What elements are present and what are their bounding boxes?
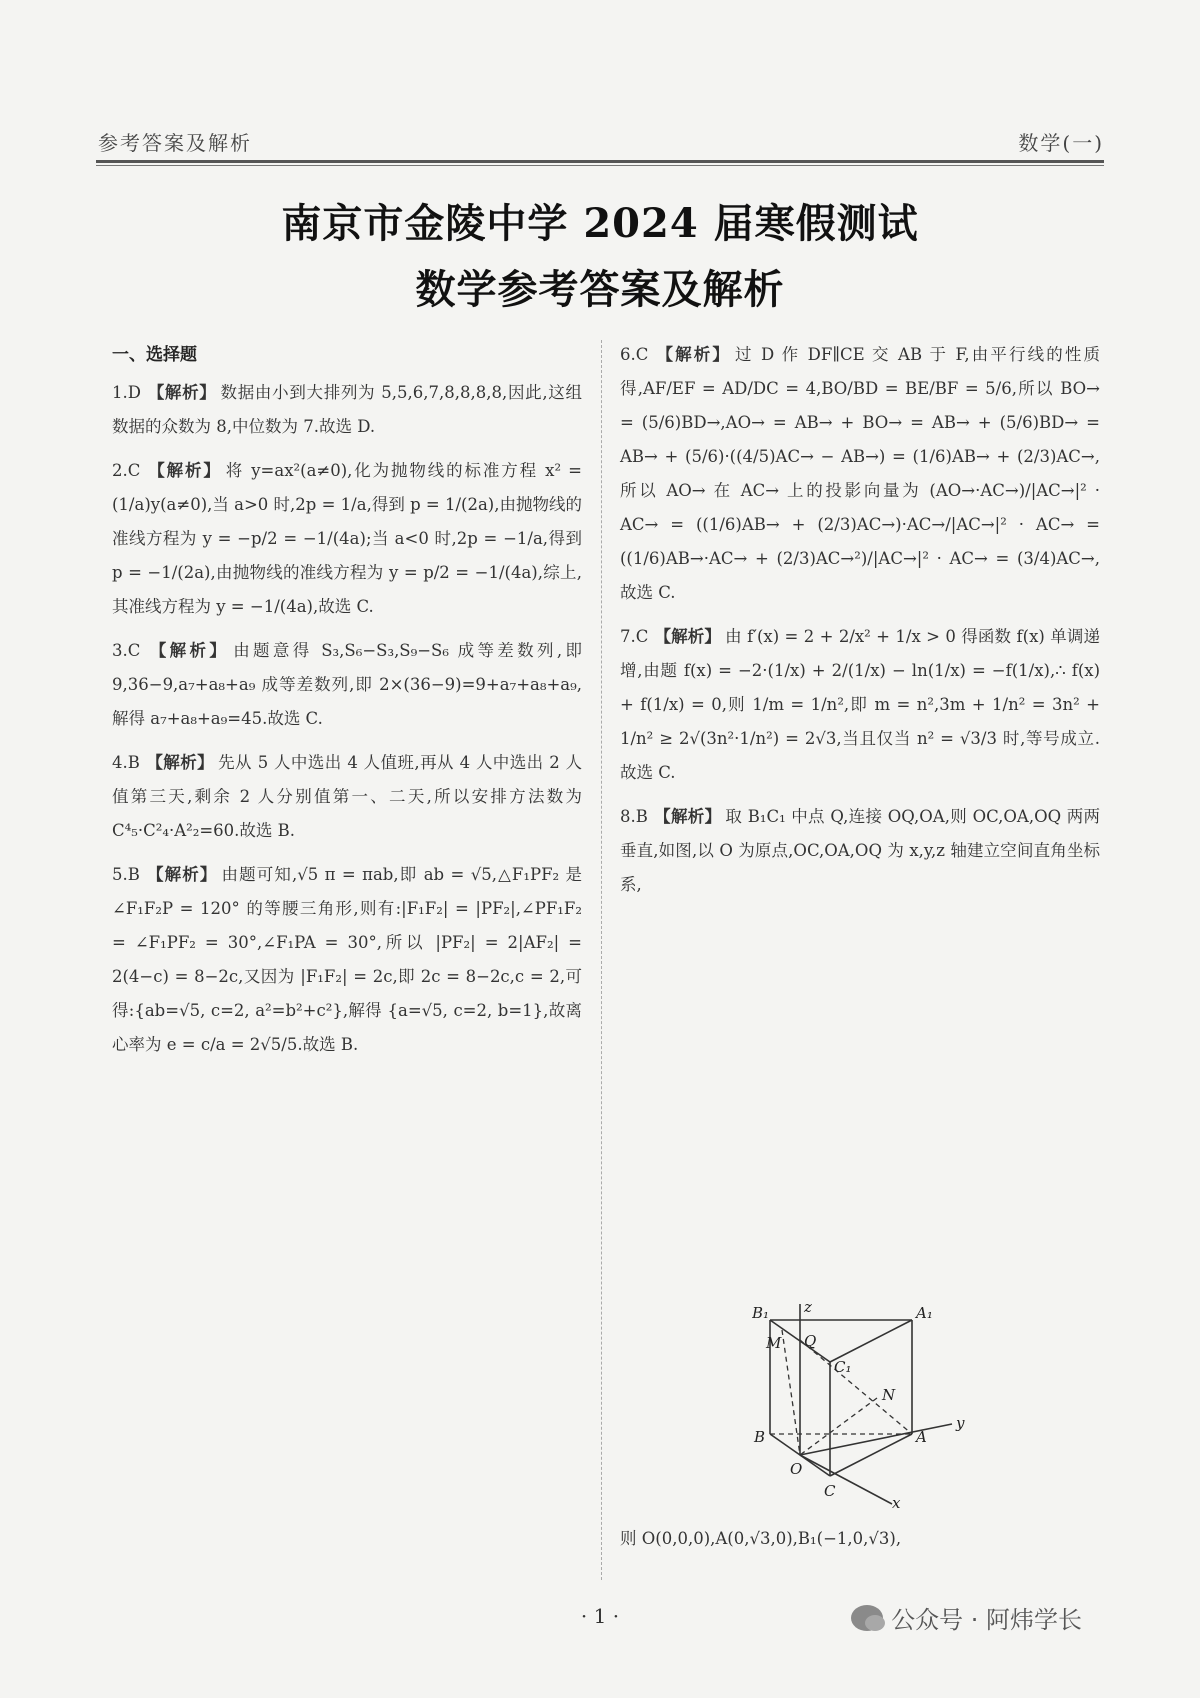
answer-3 xyxy=(112,634,582,736)
header-left: 参考答案及解析 xyxy=(98,131,252,155)
label-n: N xyxy=(882,1386,896,1404)
y-axis xyxy=(800,1424,952,1455)
answer-text: 由题意得 S₃,S₆−S₃,S₉−S₆ 成等差数列,即 9,36−9,a₇+a₈+a₉ 成等差数列,即 2×(36−9)=9+a₇+a₈+a₉,解得 a₇+a₈+a₉=45.故选 C. xyxy=(112,641,582,728)
answer-number: 6.C xyxy=(620,345,649,364)
label-a: A xyxy=(916,1428,927,1446)
answer-text: 数据由小到大排列为 5,5,6,7,8,8,8,8,因此,这组数据的众数为 8,中位数为 7.故选 D. xyxy=(112,383,583,436)
label-b1: B₁ xyxy=(752,1304,770,1322)
wechat-icon xyxy=(851,1605,883,1631)
coordinates-text: 则 O(0,0,0),A(0,√3,0),B₁(−1,0,√3), xyxy=(620,1529,902,1548)
section-heading: 一、选择题 xyxy=(112,345,197,365)
page-number: · 1 · xyxy=(580,1604,620,1628)
answer-number: 1.D xyxy=(112,383,141,402)
label-z: z xyxy=(804,1300,812,1316)
answer-text: 取 B₁C₁ 中点 Q,连接 OQ,OA,则 OC,OA,OQ 两两垂直,如图,以 O 为原点,OC,OA,OQ 为 x,y,z 轴建立空间直角坐标系, xyxy=(620,807,1100,894)
answer-text: 先从 5 人中选出 4 人值班,再从 4 人中选出 2 人值第三天,剩余 2 人分别值第一、二天,所以安排方法数为 C⁴₅·C²₄·A²₂=60.故选 B. xyxy=(112,753,582,840)
watermark-text: 公众号 · 阿炜学长 xyxy=(891,1606,1082,1634)
answer-number: 3.C xyxy=(112,641,141,660)
answer-number: 8.B xyxy=(620,807,648,826)
answer-text: 过 D 作 DF∥CE 交 AB 于 F,由平行线的性质得,AF/EF = AD/DC = 4,BO/BD = BE/BF = 5/6,所以 BO→ = (5/6)BD→,AO→ = AB→ + BO→ = AB→ + (5/6)BD→ = AB→ + (5/6)·((4/5)AC→ − AB→) = (1/6)AB→ + (2/3)AC→,所以 AO→ 在 AC→ 上的投影向量为 (AO→·AC→)/|AC→|² · AC→ = ((1/6)AB→ + (2/3)AC→)·AC→/|AC→|² · AC→ = ((1/6)AB→·AC→ + (2/3)AC→²)/|AC→|² · AC→ = (3/4)AC→,故选 C. xyxy=(620,345,1101,602)
answer-4 xyxy=(112,746,582,848)
after-figure-line xyxy=(620,1522,1100,1556)
answer-number: 2.C xyxy=(112,461,141,480)
answer-5 xyxy=(112,858,582,1062)
label-o: O xyxy=(790,1460,803,1478)
edge-c1a1 xyxy=(830,1320,912,1362)
right-column xyxy=(620,338,1100,912)
answer-number: 4.B xyxy=(112,753,140,772)
label-c1: C₁ xyxy=(834,1358,852,1376)
analysis-tag: 【解析】 xyxy=(146,641,230,660)
label-q: Q xyxy=(804,1332,817,1350)
analysis-tag: 【解析】 xyxy=(146,461,222,480)
label-m: M xyxy=(766,1334,782,1352)
left-column xyxy=(112,338,582,1072)
answer-text: 将 y=ax²(a≠0),化为抛物线的标准方程 x² = (1/a)y(a≠0),当 a>0 时,2p = 1/a,得到 p = 1/(2a),由抛物线的准线方程为 y = −p/2 = −1/(4a);当 a<0 时,2p = −1/a,得到 p = −1/(2a),由抛物线的准线方程为 y = p/2 = −1/(4a),综上,其准线方程为 y = −1/(4a),故选 C. xyxy=(112,461,583,616)
header-rule-thin xyxy=(96,165,1104,166)
analysis-tag: 【解析】 xyxy=(145,865,218,884)
answer-6 xyxy=(620,338,1100,610)
answer-number: 5.B xyxy=(112,865,140,884)
label-x: x xyxy=(892,1494,901,1510)
header-right: 数学(一) xyxy=(1018,131,1104,155)
label-b: B xyxy=(754,1428,766,1446)
answer-text: 由 f′(x) = 2 + 2/x² + 1/x > 0 得函数 f(x) 单调递增,由题 f(x) = −2·(1/x) + 2/(1/x) − ln(1/x) = −f(1/x),∴ f(x) + f(1/x) = 0,则 1/m = 1/n²,即 m = n²,3m + 1/n² = 3n² + 1/n² ≥ 2√(3n²·1/n²) = 2√3,当且仅当 n² = √3/3 时,等号成立.故选 C. xyxy=(620,627,1100,782)
analysis-tag: 【解析】 xyxy=(654,345,732,364)
watermark xyxy=(851,1600,1082,1635)
analysis-tag: 【解析】 xyxy=(145,753,215,772)
page-header xyxy=(98,122,1104,156)
answer-2 xyxy=(112,454,582,624)
answer-text: 由题可知,√5 π = πab,即 ab = √5,△F₁PF₂ 是 ∠F₁F₂P = 120° 的等腰三角形,则有:|F₁F₂| = |PF₂|,∠PF₁F₂ = ∠F₁PF₂ = 30°,∠F₁PA = 30°,所以 |PF₂| = 2|AF₂| = 2(4−c) = 8−2c,又因为 |F₁F₂| = 2c,即 2c = 8−2c,c = 2,可得:{ab=√5, c=2, a²=b²+c²},解得 {a=√5, c=2, b=1},故离心率为 e = c/a = 2√5/5.故选 B. xyxy=(112,865,583,1054)
label-y: y xyxy=(956,1414,965,1432)
column-divider xyxy=(601,340,602,1580)
answer-1 xyxy=(112,376,582,444)
answer-8 xyxy=(620,800,1100,902)
label-c: C xyxy=(824,1482,836,1500)
analysis-tag: 【解析】 xyxy=(654,627,722,646)
analysis-tag: 【解析】 xyxy=(146,383,217,402)
line-mo xyxy=(782,1330,800,1455)
label-a1: A₁ xyxy=(916,1304,933,1322)
answer-number: 7.C xyxy=(620,627,649,646)
doc-subtitle: 数学参考答案及解析 xyxy=(415,266,785,313)
doc-title: 南京市金陵中学 2024 届寒假测试 xyxy=(281,200,919,247)
header-rule xyxy=(96,160,1104,163)
prism-figure xyxy=(752,1300,992,1510)
x-axis xyxy=(800,1455,892,1504)
analysis-tag: 【解析】 xyxy=(653,807,722,826)
line-qa xyxy=(800,1340,912,1434)
answer-7 xyxy=(620,620,1100,790)
